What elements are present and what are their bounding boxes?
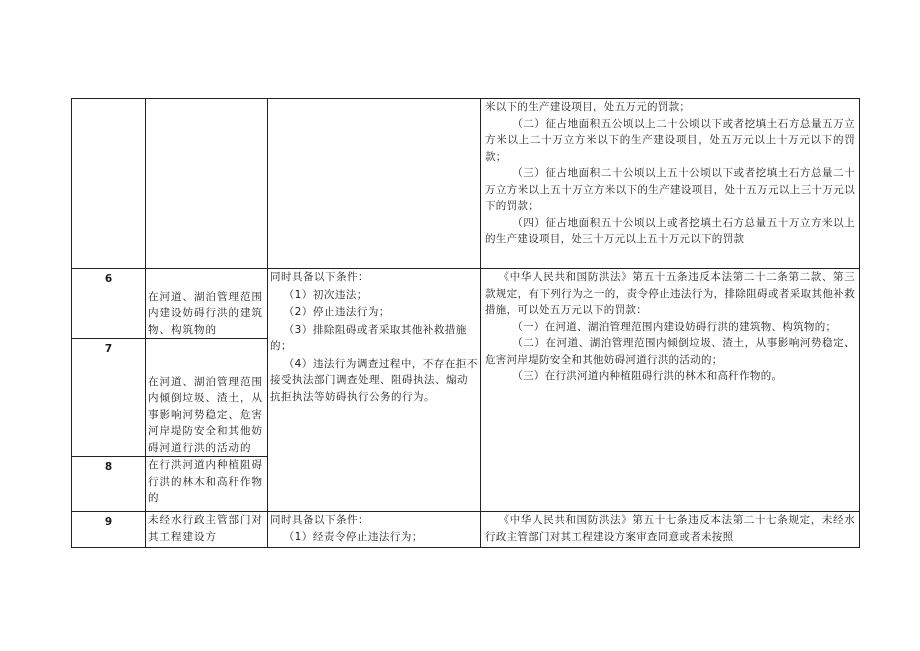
number-cell (72, 99, 146, 269)
penalty-line: （三）征占地面积二十公顷以上五十公顷以下或者挖填土石方总量二十万立方米以上五十万立方米以下的生产建设项目，处十五万元以上三十万元以下的罚款； (485, 167, 855, 212)
condition-line: 同时具备以下条件： (270, 271, 369, 283)
penalty-line: （二）征占地面积五公顷以上二十公顷以下或者挖填土石方总量五万立方米以上二十万立方米以下的生产建设项目，处五万元以上十万元以下的罚款； (485, 117, 855, 163)
table-row (72, 512, 860, 548)
violation-item (146, 512, 268, 548)
condition-line: 同时具备以下条件： (270, 514, 369, 526)
table-row (72, 99, 860, 269)
condition-line: （4）违法行为调查过程中，不存在拒不接受执法部门调查处理、阻碍执法、煽动抗拒执法等妨碍执行公务的行为。 (270, 357, 478, 403)
violation-item (146, 457, 268, 512)
item-cell (146, 99, 268, 269)
condition-line: （1）经责令停止违法行为； (283, 530, 423, 543)
penalty-line: （三）在行洪河道内种植阻碍行洪的林木和高秆作物的。 (512, 370, 783, 382)
violation-text: 在行洪河道内种植阻碍行洪的林木和高秆作物的 (148, 459, 263, 504)
penalty-line: （一）在河道、湖泊管理范围内建设妨碍行洪的建筑物、构筑物的； (512, 320, 837, 333)
penalty-line: 《中华人民共和国防洪法》第五十五条违反本法第二十二条第二款、第三款规定，有下列行为之一的，责令停止违法行为，排除阻碍或者采取其他补救措施，可以处五万元以下的罚款： (485, 271, 855, 316)
conditions-cell (268, 269, 481, 512)
row-number: 8 (72, 457, 146, 512)
penalty-line: （二）在河道、湖泊管理范围内倾倒垃圾、渣土，从事影响河势稳定、危害河岸堤防安全和其他妨碍河道行洪的活动的； (485, 337, 855, 366)
condition-line: （2）停止违法行为； (283, 306, 390, 318)
condition-line: （1）初次违法； (283, 288, 368, 301)
penalty-cell (481, 269, 860, 512)
violation-item (146, 339, 268, 457)
penalty-cell (481, 512, 860, 548)
violation-text: 在河道、湖泊管理范围内倾倒垃圾、渣土，从事影响河势稳定、危害河岸堤防安全和其他妨碍河道行洪的活动的 (148, 375, 263, 454)
row-number: 6 (72, 269, 146, 339)
violation-text: 未经水行政主管部门对其工程建设方 (148, 514, 263, 543)
condition-line: （3）排除阻碍或者采取其他补救措施的； (270, 323, 467, 352)
penalty-line: 《中华人民共和国防洪法》第五十七条违反本法第二十七条规定，未经水行政主管部门对其工程建设方案审查同意或者未按照 (485, 514, 855, 543)
row-number: 7 (72, 339, 146, 457)
row-number: 9 (72, 512, 146, 548)
conditions-cell (268, 512, 481, 548)
penalty-table (71, 98, 860, 548)
table-row (72, 269, 860, 339)
conditions-cell (268, 99, 481, 269)
penalty-line: 米以下的生产建设项目，处五万元的罚款； (485, 101, 691, 113)
penalty-line: （四）征占地面积五十公顷以上或者挖填土石方总量五十万立方米以上的生产建设项目，处三十万元以上五十万元以下的罚款 (485, 216, 855, 245)
violation-item (146, 269, 268, 339)
violation-text: 在河道、湖泊管理范围内建设妨碍行洪的建筑物、构筑物的 (148, 290, 263, 336)
penalty-cell (481, 99, 860, 269)
